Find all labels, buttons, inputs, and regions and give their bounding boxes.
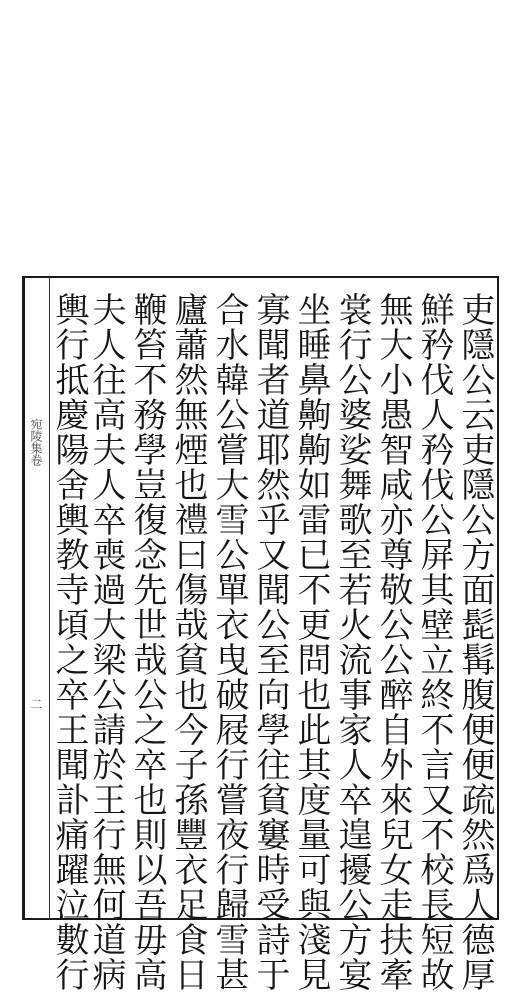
text-column-2: 鮮矜伐人矜伐公屏其壁立終不言又不校長短故 [414, 292, 454, 992]
text-column-10: 夫人往高夫人卒喪過大梁公請於王行無何道病 [86, 292, 126, 992]
text-column-1: 吏隱公云吏隱公方面髭髯腹便便疏然爲人德厚 [455, 292, 495, 992]
text-column-5: 坐睡鼻齁齁如雷已不更問也此其度量可與淺見 [291, 292, 331, 992]
text-column-11: 輿行抵慶陽舍輿教寺頃之卒王聞訃痛躍泣數行 [49, 292, 89, 992]
text-column-8: 廬蕭然無煙也禮曰傷哉貧也今子孫豐衣足食日 [168, 292, 208, 992]
margin-book-title: 宛陵集卷 [29, 418, 43, 466]
text-column-9: 鞭笞不務學豈復念先世哉公之卒也則以吾毋高 [127, 292, 167, 992]
margin-page-number: 二 [29, 698, 43, 710]
text-column-7: 合水韓公嘗大雪公單衣曳破屐行嘗夜行歸雪甚 [209, 292, 249, 992]
text-column-3: 無大小愚智咸亦尊敬公公醉自外來兒女走扶牽 [373, 292, 413, 992]
text-column-6: 寡聞者道耶然乎又聞公至向學往貧窶時受詩于 [250, 292, 290, 992]
text-frame [22, 276, 499, 992]
text-column-4: 裳行公婆娑舞歌至若火流事家人卒遑擾公方宴 [332, 292, 372, 992]
